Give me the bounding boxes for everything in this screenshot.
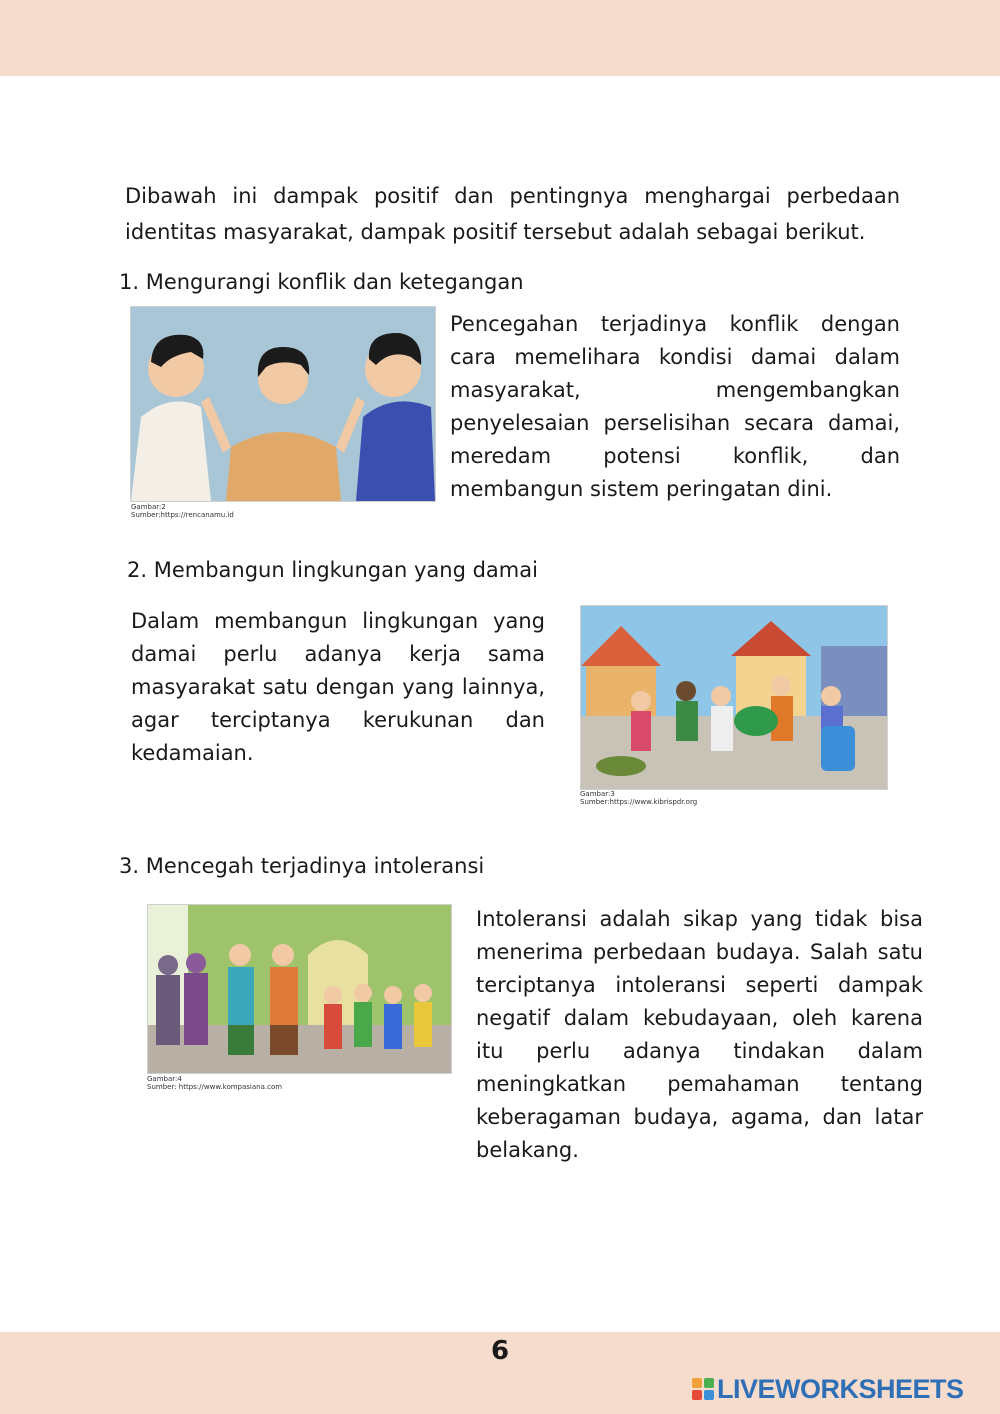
section-1-heading: 1. Mengurangi konflik dan ketegangan (119, 270, 524, 294)
brand-name: LIVEWORKSHEETS (717, 1373, 964, 1404)
section-1-text: Pencegahan terjadinya konflik dengan cara memelihara kondisi damai dalam masyarakat, mengembangkan penyelesaian perselisihan secara damai, meredam potensi konflik, dan membangun sistem peringatan dini. (450, 312, 900, 501)
section-3-illustration (147, 904, 452, 1074)
section-2-caption-label: Gambar:3 (580, 790, 615, 798)
intro-paragraph: Dibawah ini dampak positif dan pentingnya menghargai perbedaan identitas masyarakat, dampak positif tersebut adalah sebagai berikut. (125, 184, 900, 244)
section-1-illustration (130, 306, 436, 502)
section-2-text: Dalam membangun lingkungan yang damai perlu adanya kerja sama masyarakat satu dengan yang lainnya, agar terciptanya kerukunan dan kedamaian. (131, 609, 545, 765)
section-2-heading: 2. Membangun lingkungan yang damai (127, 558, 538, 582)
section-1-caption-source: Sumber:https://rencanamu.id (131, 511, 234, 519)
section-2-illustration (580, 605, 888, 790)
section-3-heading: 3. Mencegah terjadinya intoleransi (119, 854, 485, 878)
section-3-caption-source: Sumber: https://www.kompasiana.com (147, 1083, 283, 1091)
page-number: 6 (490, 1336, 510, 1366)
brand-watermark (692, 1372, 964, 1406)
section-2-caption-source: Sumber:https://www.kibrispdr.org (580, 798, 698, 806)
section-1-caption-label: Gambar:2 (131, 503, 166, 511)
section-3-text: Intoleransi adalah sikap yang tidak bisa menerima perbedaan budaya. Salah satu terciptanya intoleransi seperti dampak negatif dalam kebudayaan, oleh karena itu perlu adanya tindakan dalam meningkatkan pemahaman tentang keberagaman budaya, agama, dan latar belakang. (476, 907, 923, 1162)
header-band (0, 0, 1000, 76)
liveworksheets-logo-icon (692, 1378, 714, 1400)
section-3-caption-label: Gambar:4 (147, 1075, 182, 1083)
